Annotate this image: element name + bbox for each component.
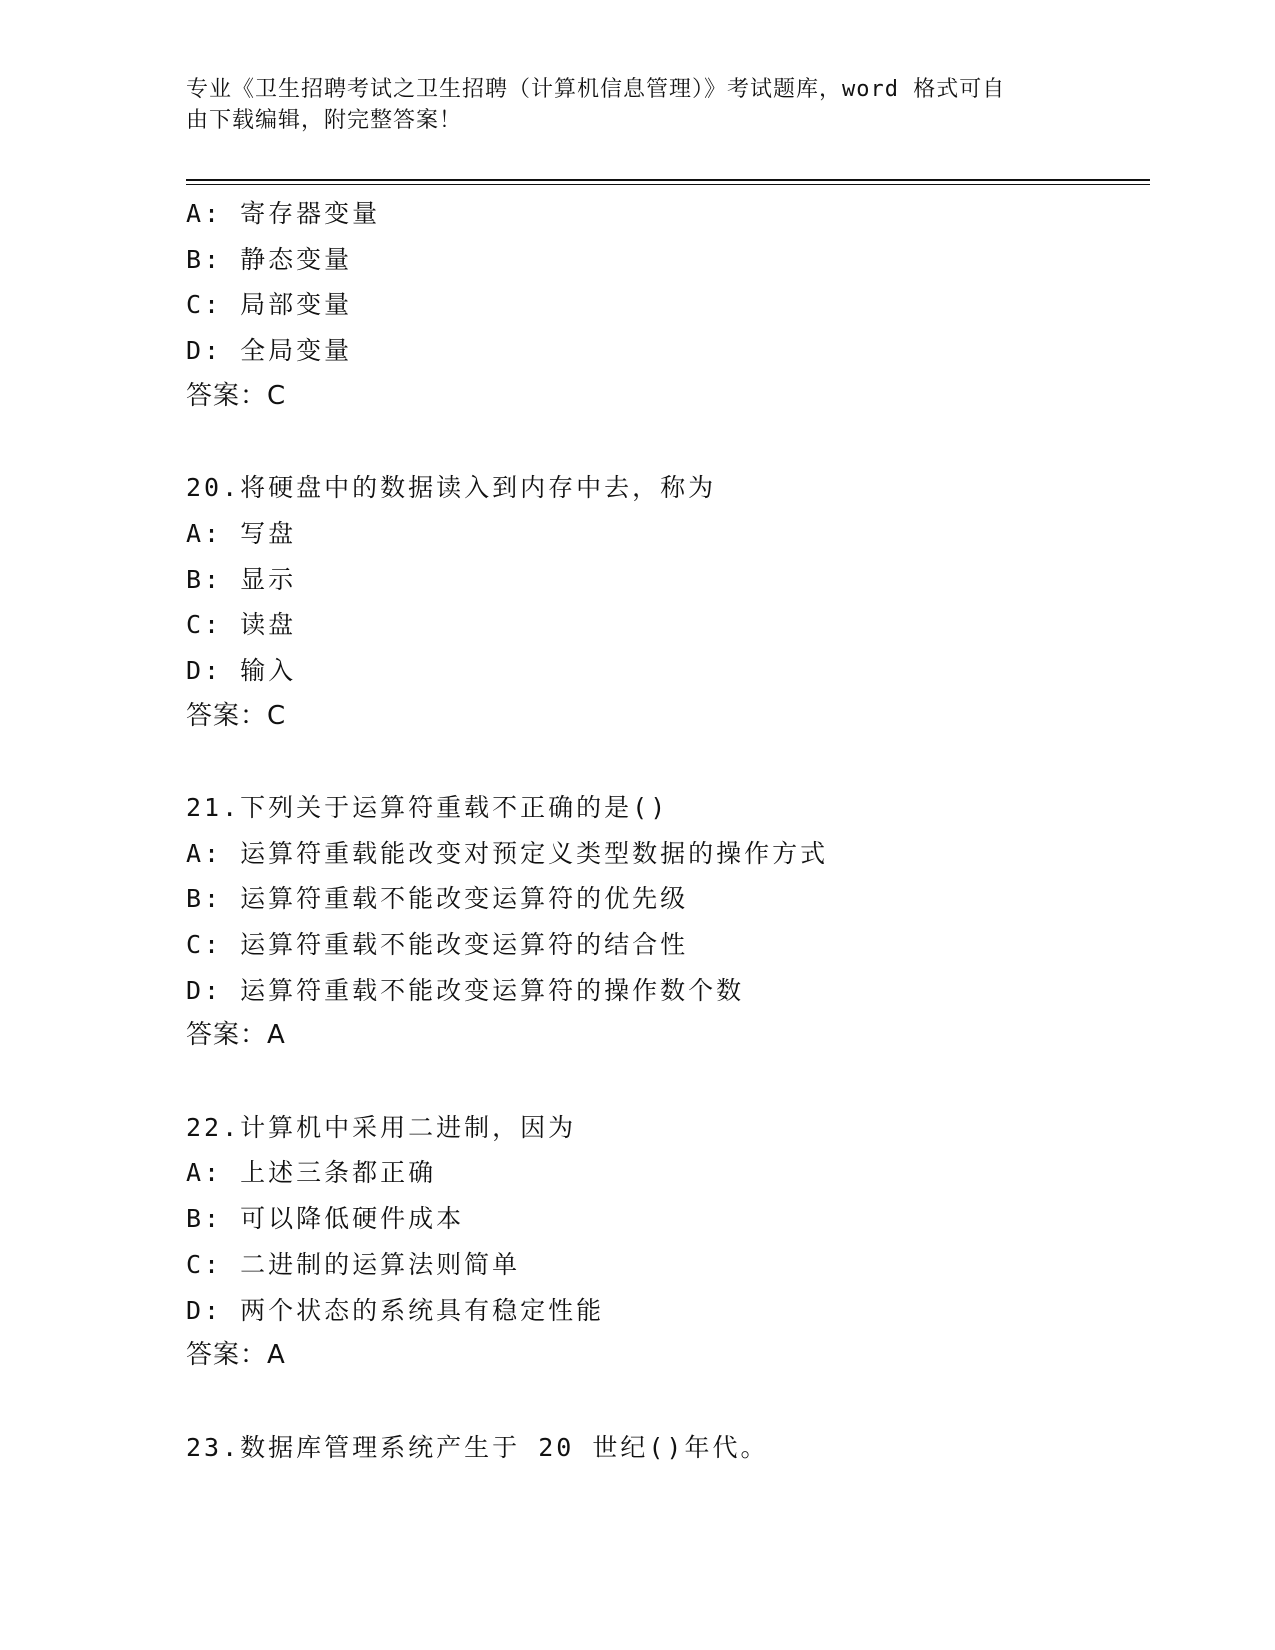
answer-line: 答案：A (186, 1020, 286, 1051)
header-divider-thin (186, 184, 1150, 185)
answer-line: 答案：A (186, 1340, 286, 1371)
header-line-2: 由下载编辑，附完整答案！ (186, 108, 463, 133)
option-c: C: 局部变量 (186, 290, 353, 320)
document-header (186, 74, 1086, 136)
question-20 (186, 465, 1186, 739)
option-a: A: 运算符重载能改变对预定义类型数据的操作方式 (186, 838, 829, 868)
spacer (186, 739, 1186, 785)
question-text: 20.将硬盘中的数据读入到内存中去，称为 (186, 473, 717, 503)
option-d: D: 输入 (186, 655, 297, 685)
option-d: D: 全局变量 (186, 336, 353, 366)
option-a: A: 寄存器变量 (186, 199, 381, 228)
answer-line: 答案：C (186, 700, 287, 731)
spacer (186, 419, 1186, 465)
option-d: D: 运算符重载不能改变运算符的操作数个数 (186, 975, 745, 1005)
question-text: 21.下列关于运算符重载不正确的是() (186, 792, 669, 822)
header-divider-thick (186, 179, 1150, 181)
spacer (186, 1059, 1186, 1105)
question-19 (186, 191, 1186, 419)
option-b: B: 显示 (186, 564, 297, 594)
option-b: B: 运算符重载不能改变运算符的优先级 (186, 884, 689, 914)
question-21 (186, 785, 1186, 1059)
question-list (186, 191, 1186, 1470)
option-c: C: 运算符重载不能改变运算符的结合性 (186, 930, 689, 959)
option-d: D: 两个状态的系统具有稳定性能 (186, 1295, 605, 1325)
header-line-1: 专业《卫生招聘考试之卫生招聘（计算机信息管理）》考试题库，word 格式可自 (186, 77, 1006, 102)
option-a: A: 写盘 (186, 518, 297, 548)
spacer (186, 1379, 1186, 1425)
question-22 (186, 1105, 1186, 1379)
option-b: B: 静态变量 (186, 244, 353, 274)
option-c: C: 二进制的运算法则简单 (186, 1249, 521, 1279)
option-a: A: 上述三条都正确 (186, 1158, 437, 1188)
option-c: C: 读盘 (186, 610, 297, 640)
answer-line: 答案：C (186, 380, 287, 411)
question-23 (186, 1425, 1186, 1471)
question-text: 23.数据库管理系统产生于 20 世纪()年代。 (186, 1432, 769, 1462)
question-text: 22.计算机中采用二进制，因为 (186, 1112, 577, 1142)
option-b: B: 可以降低硬件成本 (186, 1204, 465, 1234)
